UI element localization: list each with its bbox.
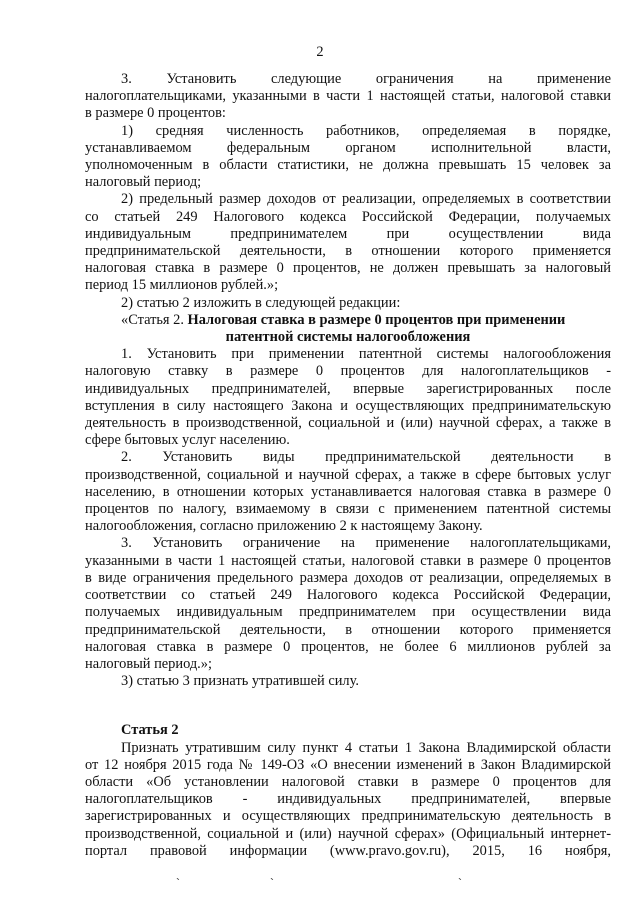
amendment-section-1 <box>85 71 611 312</box>
paragraph <box>85 191 611 294</box>
spacer <box>85 690 611 722</box>
paragraph <box>85 71 611 123</box>
text-line: 1. Установить при применении патентной системы налогообложения <box>121 346 611 363</box>
scan-tick-mark: ` <box>176 876 180 890</box>
text-line: производственной, социальной и научной сферах, а также в сфере бытовых услуг <box>85 466 611 483</box>
text-line: области «Об установлении налоговой ставки в размере 0 процентов для <box>85 773 611 790</box>
text-line: Признать утратившим силу пункт 4 статьи 1 Закона Владимирской области <box>121 739 611 756</box>
text-line: налоговая ставка в размере 0 процентов, не должен превышать за налоговый <box>85 260 611 277</box>
text-line: индивидуальным предпринимателем при осуществлении вида <box>85 225 611 242</box>
article-2-title-prefix: «Статья 2. <box>121 311 188 328</box>
text-line: налогообложения, согласно приложению 2 к настоящему Закону. <box>85 518 483 535</box>
text-line: в размере 0 процентов: <box>85 105 226 122</box>
paragraph <box>85 535 611 673</box>
paragraph <box>85 740 611 860</box>
text-line: период 15 миллионов рублей.»; <box>85 277 279 294</box>
text-line: вступления в силу настоящего Закона и осуществляющих предпринимательскую <box>85 397 611 414</box>
scan-tick-mark: ` <box>270 876 274 890</box>
document-body <box>85 71 611 860</box>
text-line: налоговый период.»; <box>85 655 212 672</box>
text-line: соответствии со статьей 249 Налогового кодекса Российской Федерации, <box>85 587 611 604</box>
text-line: 3) статью 3 признать утратившей силу. <box>121 673 359 690</box>
text-line: 1) средняя численность работников, определяемая в порядке, <box>121 122 611 139</box>
text-line: портал правовой информации (www.pravo.gov.ru), 2015, 16 ноября, <box>85 842 611 859</box>
text-line: предпринимательской деятельности, в отношении которого применяется <box>85 243 611 260</box>
text-line: зарегистрированных и осуществляющих предпринимательскую деятельность в <box>85 808 611 825</box>
text-line: получаемых индивидуальным предпринимателем при осуществлении вида <box>85 604 611 621</box>
text-line: процентов по налогу, взимаемому в связи с применением патентной системы <box>85 501 611 518</box>
text-line: налоговую ставку в размере 0 процентов для налогоплательщиков - <box>85 363 611 380</box>
article-2-heading: Статья 2 <box>121 722 179 739</box>
text-line: 3. Установить следующие ограничения на применение <box>121 71 611 87</box>
text-line: индивидуальных предпринимателей, впервые зарегистрированных после <box>85 380 611 397</box>
text-line: сфере бытовых услуг населению. <box>85 432 290 449</box>
article-2-title-bold: Налоговая ставка в размере 0 процентов при применении <box>187 311 566 328</box>
text-line: населению, в отношении которых устанавливается налоговая ставка в размере 0 <box>85 483 611 500</box>
text-line: налогоплательщиков - индивидуальных предпринимателей, впервые <box>85 791 611 808</box>
text-line: налоговая ставка в размере 0 процентов, не более 6 миллионов рублей за <box>85 638 611 655</box>
text-line: налогоплательщиками, указанными в части 1 настоящей статьи, налоговой ставки <box>85 88 611 105</box>
text-line: 2) статью 2 изложить в следующей редакции: <box>121 294 401 311</box>
article-2-title <box>85 312 611 329</box>
article-2-title-bold-2: патентной системы налогообложения <box>225 329 471 346</box>
text-line: налоговый период; <box>85 174 202 191</box>
page-number: 2 <box>316 44 324 60</box>
paragraph <box>85 346 611 449</box>
article-2-title-line2 <box>85 329 611 346</box>
text-line: уполномоченным в области статистики, не должна превышать 15 человек за <box>85 157 611 174</box>
text-line: 3. Установить ограничение на применение налогоплательщиками, <box>121 535 611 552</box>
paragraph <box>85 673 611 690</box>
text-line: предпринимательской деятельности, в отношении которого применяется <box>85 621 611 638</box>
text-line: производственной, социальной и (или) научной сферах» (Официальный интернет- <box>85 825 611 842</box>
text-line: деятельность в производственной, социальной и (или) научной сферах, а также в <box>85 415 611 432</box>
paragraph <box>85 123 611 192</box>
amendment-section-2 <box>85 346 611 690</box>
article-2-body <box>85 740 611 860</box>
paragraph <box>85 295 611 312</box>
scan-tick-mark: ` <box>458 876 462 890</box>
text-line: указанными в части 1 настоящей статьи, налоговой ставки в размере 0 процентов <box>85 552 611 569</box>
text-line: 2) предельный размер доходов от реализации, определяемых в соответствии <box>121 191 611 208</box>
text-line: от 12 ноября 2015 года № 149-ОЗ «О внесении изменений в Закон Владимирской <box>85 756 611 773</box>
text-line: в виде ограничения предельного размера доходов от реализации, определяемых в <box>85 569 611 586</box>
text-line: устанавливаемом федеральным органом исполнительной власти, <box>85 139 611 156</box>
text-line: со статьей 249 Налогового кодекса Российской Федерации, получаемых <box>85 208 611 225</box>
paragraph <box>85 449 611 535</box>
text-line: 2. Установить виды предпринимательской деятельности в <box>121 449 611 466</box>
